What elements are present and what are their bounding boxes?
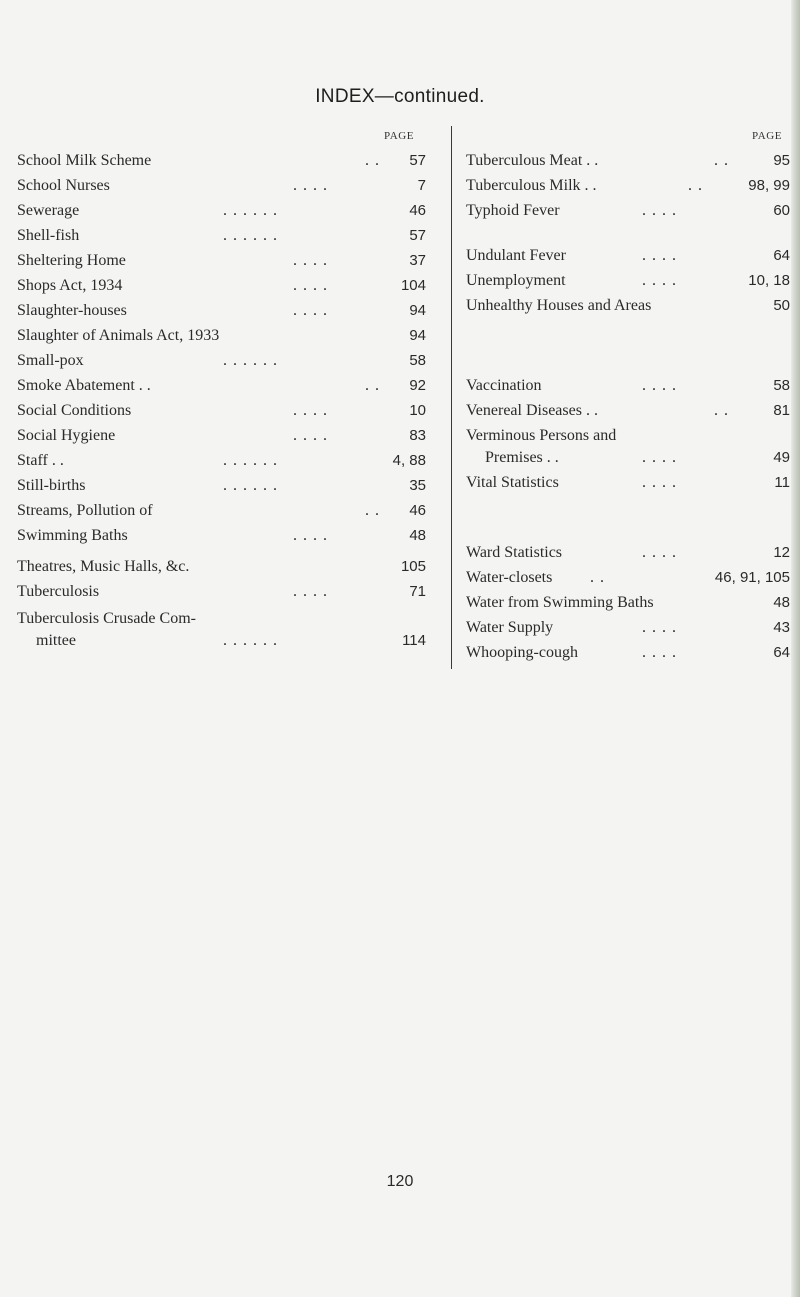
entry-label: Tuberculosis Crusade Com-	[17, 610, 196, 627]
entry-label: Ward Statistics	[466, 544, 563, 561]
entry-leader: . . . .	[642, 272, 677, 289]
entry-label: School Nurses	[17, 177, 110, 194]
entry-label: Staff . .	[17, 452, 64, 469]
entry-leader: . . . . . .	[223, 477, 278, 494]
entry-label: Tuberculous Milk . .	[466, 177, 597, 194]
entry-page: 12	[773, 544, 790, 561]
entry-label: mittee	[36, 632, 76, 649]
entry-page: 43	[773, 619, 790, 636]
entry-label: Venereal Diseases . .	[466, 402, 598, 419]
entry-label: Water from Swimming Baths	[466, 594, 654, 611]
entry-leader: . . . .	[293, 527, 328, 544]
index-entry	[466, 472, 790, 494]
page-number: 120	[386, 1173, 414, 1190]
index-entry	[17, 450, 426, 472]
entry-page: 71	[409, 583, 426, 600]
index-entry	[17, 200, 426, 222]
entry-page: 11	[774, 474, 790, 491]
entry-page: 57	[409, 227, 426, 244]
index-entry	[466, 270, 790, 292]
entry-label: Tuberculous Meat . .	[466, 152, 599, 169]
column-divider	[451, 126, 452, 669]
index-entry	[466, 447, 790, 469]
entry-leader: . . . . . .	[223, 227, 278, 244]
entry-page: 7	[417, 177, 426, 194]
entry-label: Sheltering Home	[17, 252, 126, 269]
entry-leader: . . . .	[293, 427, 328, 444]
entry-page: 58	[409, 352, 426, 369]
entry-leader: . .	[365, 502, 380, 519]
entry-label: Unemployment	[466, 272, 566, 289]
index-entry	[466, 245, 790, 267]
entry-page: 49	[773, 449, 790, 466]
entry-page: 48	[773, 594, 790, 611]
entry-label: School Milk Scheme	[17, 152, 152, 169]
entry-leader: . . . .	[642, 247, 677, 264]
entry-page: 35	[409, 477, 426, 494]
entry-leader: . . . .	[642, 202, 677, 219]
entry-page: 46	[409, 202, 426, 219]
entry-leader: . . . .	[293, 277, 328, 294]
entry-label: Sewerage	[17, 202, 80, 219]
entry-page: 48	[409, 527, 426, 544]
entry-leader: . . . .	[293, 402, 328, 419]
index-entry	[466, 425, 790, 447]
entry-page: 81	[773, 402, 790, 419]
entry-label: Premises . .	[485, 449, 559, 466]
entry-leader: . . . . . .	[223, 632, 278, 649]
entry-leader: . . . . . .	[223, 452, 278, 469]
entry-leader: . . . .	[642, 377, 677, 394]
entry-label: Water-closets	[466, 569, 553, 586]
entry-leader: . . . .	[642, 619, 677, 636]
entry-page: 95	[773, 152, 790, 169]
index-entry	[466, 567, 790, 589]
entry-label: Vaccination	[466, 377, 542, 394]
entry-page: 4, 88	[392, 452, 426, 469]
index-entry	[17, 500, 426, 522]
entry-leader: . . . .	[293, 302, 328, 319]
index-entry	[466, 375, 790, 397]
index-entry	[17, 525, 426, 547]
entry-page: 94	[409, 327, 426, 344]
index-entry	[17, 325, 426, 347]
index-entry	[466, 295, 790, 317]
index-entry	[466, 542, 790, 564]
entry-label: Typhoid Fever	[466, 202, 560, 219]
entry-leader: . .	[688, 177, 703, 194]
index-entry	[17, 350, 426, 372]
index-entry	[17, 425, 426, 447]
entry-page: 10, 18	[748, 272, 790, 289]
entry-page: 58	[773, 377, 790, 394]
entry-page: 64	[773, 644, 790, 661]
entry-page: 114	[402, 632, 426, 649]
index-entry	[17, 300, 426, 322]
entry-label: Theatres, Music Halls, &c.	[17, 558, 190, 575]
entry-label: Vital Statistics	[466, 474, 559, 491]
entry-page: 98, 99	[748, 177, 790, 194]
entry-label: Small-pox	[17, 352, 84, 369]
index-entry	[17, 581, 426, 603]
entry-label: Social Conditions	[17, 402, 132, 419]
index-entry	[466, 400, 790, 422]
index-entry	[17, 275, 426, 297]
right-page-column-header: PAGE	[752, 130, 783, 142]
entry-label: Verminous Persons and	[466, 427, 617, 444]
entry-leader: . .	[714, 152, 729, 169]
index-entry	[17, 630, 426, 652]
index-entry	[17, 608, 426, 630]
entry-leader: . . . . . .	[223, 352, 278, 369]
entry-page: 46	[409, 502, 426, 519]
entry-label: Tuberculosis	[17, 583, 100, 600]
entry-page: 60	[773, 202, 790, 219]
index-entry	[17, 375, 426, 397]
entry-leader: . .	[590, 569, 605, 586]
index-entry	[466, 175, 790, 197]
entry-label: Whooping-cough	[466, 644, 578, 661]
entry-page: 57	[409, 152, 426, 169]
entry-page: 94	[409, 302, 426, 319]
entry-page: 92	[409, 377, 426, 394]
entry-label: Unhealthy Houses and Areas	[466, 297, 652, 314]
entry-leader: . . . .	[293, 177, 328, 194]
entry-label: Shell-fish	[17, 227, 80, 244]
entry-leader: . . . . . .	[223, 202, 278, 219]
index-entry	[17, 556, 426, 578]
entry-leader: . .	[714, 402, 729, 419]
entry-label: Shops Act, 1934	[17, 277, 123, 294]
entry-page: 46, 91, 105	[714, 569, 790, 586]
entry-page: 105	[400, 558, 426, 575]
index-entry	[466, 150, 790, 172]
index-entry	[17, 250, 426, 272]
entry-label: Smoke Abatement . .	[17, 377, 151, 394]
entry-page: 64	[773, 247, 790, 264]
entry-page: 10	[409, 402, 426, 419]
entry-label: Water Supply	[466, 619, 554, 636]
entry-label: Streams, Pollution of	[17, 502, 153, 519]
index-entry	[466, 200, 790, 222]
entry-leader: . . . .	[642, 449, 677, 466]
index-entry	[17, 175, 426, 197]
entry-page: 104	[400, 277, 426, 294]
entry-page: 50	[773, 297, 790, 314]
entry-leader: . . . .	[642, 474, 677, 491]
entry-leader: . .	[365, 377, 380, 394]
entry-leader: . . . .	[293, 252, 328, 269]
index-entry	[466, 617, 790, 639]
left-page-column-header: PAGE	[384, 130, 415, 142]
scan-edge-shadow	[791, 0, 800, 1297]
index-entry	[17, 225, 426, 247]
entry-leader: . .	[365, 152, 380, 169]
entry-label: Still-births	[17, 477, 86, 494]
entry-label: Undulant Fever	[466, 247, 566, 264]
entry-label: Social Hygiene	[17, 427, 116, 444]
entry-leader: . . . .	[642, 544, 677, 561]
entry-leader: . . . .	[293, 583, 328, 600]
index-entry	[17, 400, 426, 422]
entry-page: 83	[409, 427, 426, 444]
index-entry	[466, 642, 790, 664]
entry-label: Slaughter-houses	[17, 302, 127, 319]
index-entry	[466, 592, 790, 614]
entry-leader: . . . .	[642, 644, 677, 661]
index-entry	[17, 150, 426, 172]
entry-label: Swimming Baths	[17, 527, 128, 544]
entry-page: 37	[409, 252, 426, 269]
entry-label: Slaughter of Animals Act, 1933	[17, 327, 220, 344]
page-title: INDEX—continued.	[315, 86, 485, 107]
index-entry	[17, 475, 426, 497]
